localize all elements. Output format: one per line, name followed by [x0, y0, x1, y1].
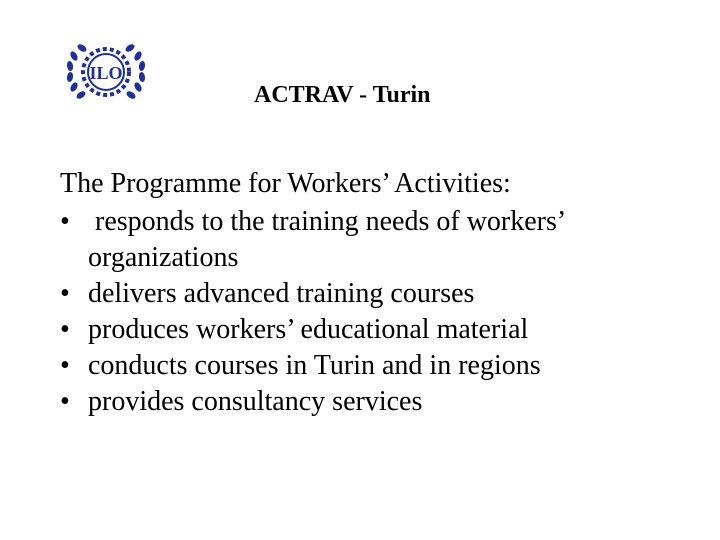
svg-text:ILO: ILO — [89, 63, 123, 83]
list-item-continuation: organizations — [88, 242, 239, 273]
list-item-text: provides consultancy services — [88, 386, 423, 417]
bullet-icon: • — [60, 386, 70, 417]
list-item-text: responds to the training needs of workers’ — [95, 206, 567, 237]
list-item-text: produces workers’ educational material — [88, 314, 529, 345]
bullet-icon: • — [60, 314, 70, 345]
bullet-icon: • — [60, 350, 70, 381]
page-title: ACTRAV - Turin — [254, 82, 431, 108]
list-item — [60, 204, 688, 276]
list-item — [60, 384, 688, 420]
ilo-logo — [62, 36, 150, 108]
list-item — [60, 348, 688, 384]
ilo-emblem-icon — [62, 36, 150, 108]
bullet-list — [60, 204, 688, 420]
intro-text: The Programme for Workers’ Activities: — [60, 168, 511, 199]
bullet-icon: • — [60, 278, 70, 309]
list-item — [60, 312, 688, 348]
list-item-text: delivers advanced training courses — [88, 278, 475, 309]
bullet-icon: • — [60, 206, 70, 237]
list-item-text: conducts courses in Turin and in regions — [88, 350, 541, 381]
list-item — [60, 276, 688, 312]
